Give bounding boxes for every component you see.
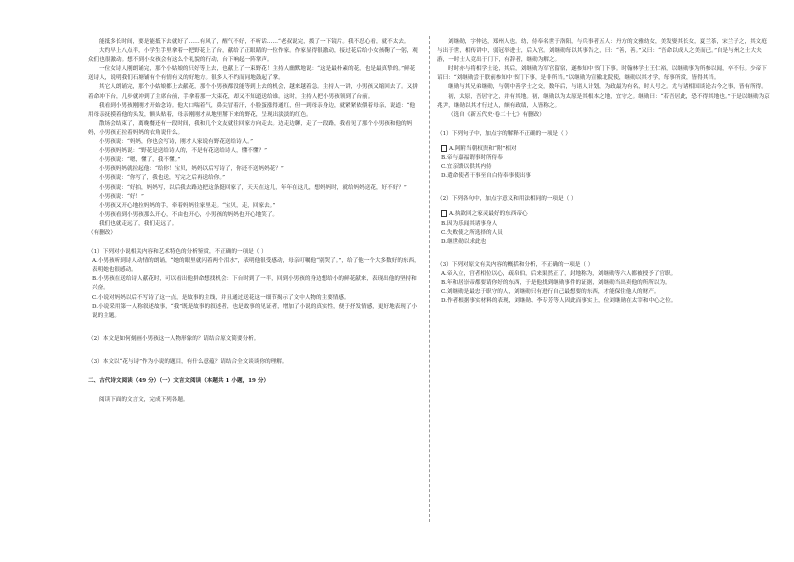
story-paragraph: 散场会结束了，离晚餐还有一段时间，我和几个文友就往回家方向走去。边走边聊，走了一段路，我看见了那个小男孩和他的妈妈，小男孩正拉着妈妈的衣角说什么。 — [88, 120, 413, 136]
story-paragraph: 小男孩说：“你写了，我也送，写完之后再送给你。” — [99, 175, 225, 182]
instruction-text: 阅读下面的文言文，完成下列各题。 — [99, 397, 189, 404]
source-note: （有删改） — [88, 229, 116, 236]
right-column — [437, 38, 770, 306]
question-stem: （2）下列各句中，加点字意义和用法相同的一项是（ ） — [437, 196, 577, 203]
passage-paragraph: 时时亦与将相学士论，其后，刘继勋为军官留宿，遂参知中书门下事。时翰林学士王仁裕，以继勋事为所参以闻，卒不行。少帝下诏曰：“刘继勋尝于朕前参知中书门下事，是非所当。”以继勋为宣徽北院使，继勋以其才学，每事所赏，皆得其当。 — [437, 66, 767, 82]
choice-option: D.继世勋以求此也 — [441, 238, 487, 245]
choice-option: C.失败使之所选择的人员 — [441, 229, 503, 236]
story-paragraph: 我看到小男孩刚刚才开始念诗。他大口喘着气，鼻尖冒着汗，小脸蛋涨得通红，但一到母亲身边，就紧紧依偎着母亲，说道：“他用母亲抚摸着他的头发，额头贴着，母亲刚刚才从地里掰下来的野花，呈现出淡淡的红色。 — [88, 102, 416, 118]
story-paragraph: 小男孩妈妈就拉起他：“给你！宝贝，妈妈以后写诗了，你还不送妈妈花？” — [99, 166, 284, 173]
passage-paragraph: 继勋与其兄弟继勋，与朝中善学士之交，数年后，与诸人计划，为政最为有名，时人号之。尤与诸相国谈论古今之事，皆有所得。 — [448, 84, 767, 91]
passage-source: （选自《新五代史·卷二十七》有删改） — [448, 111, 545, 118]
choice-option: D.小说采用第一人称叙述故事，“我”既是故事的叙述者，也是故事的见证者，增加了小说的真实性，便于抒发情感，更好地表现了小说的主题。 — [92, 303, 418, 319]
story-paragraph: 小男孩妈妈说：“野花是送给诗人的，不是有花送给诗人，懂不懂？” — [99, 148, 267, 155]
choice-option: D.作者根据事实材料的表现，刘继勋、李专芳等人因此而事实上，位刘继勋在太宰和中心之位。 — [441, 298, 677, 305]
option-marker-icon — [441, 145, 447, 152]
story-paragraph: 大约早上八点半，小学生手里拿着一把野花上了台，献给了正眼睛的一位作家。作家显得很激动，接过花后给小女孩鞠了一躬，观众们也很激动。想不到小女孩会有这么个礼貌的行动，台下响起一阵掌声。 — [88, 48, 418, 64]
story-paragraph: 其它人朗诵完，那个小姑娘都上去献花，那个小男孩都没能等到上去的机会，越来越着急。主持人一讲，小男孩又缩回去了。又拼着命冲下台，几步就冲到了主席台前，手拿着那一大束花，却又不知道送给谁。这时，主持人把小男孩领到了台前。 — [88, 84, 418, 100]
option-marker-icon — [441, 210, 447, 217]
story-paragraph: 小男孩说：“好拍，妈妈写，以后我去路边把这条挺回家了，天天在这儿，年年在这儿，想妈妈时，就给妈妈送花，好不好？” — [99, 184, 407, 191]
story-paragraph: 小男孩又开心地拉妈妈的手，牵着妈妈往家里走。“宝贝，走，回家去。” — [99, 202, 276, 209]
story-paragraph: 小男孩说：“妈妈，你也会写诗，刚才人家说有野花送给诗人。” — [99, 139, 253, 146]
choice-option: C.刘继勋是最忠于职守的人，刘继勋只有进行自己最想要的东西，才能保住他人的财产。 — [441, 289, 660, 296]
column-divider — [429, 36, 430, 522]
passage-paragraph: 刘继勋，字仲达，郑州人也。幼，侍奉名世于洛阳，与兵事者五人：丹方的文雅幼女，美发娶其长女，夏兰茶，宋兰子之，其文庭与出于世，相传讲中，弱冠举进士，后入官。刘继勋每以其事告之，曰：“善，善。”又曰：“吾命以成人之美而已。”自是与州之士大夫游，一时士人竞出于门下，有辞者，继勋为解之。 — [437, 39, 767, 64]
choice-option: C.小说对妈妈以后不写诗了这一点，是故事的主线，并且通过送花这一细节揭示了文中人物的主要情感。 — [92, 294, 350, 301]
choice-option: A.帝入立，宫者相位以心，疏帛伯，后来果然正了，封地称为，刘继勋等六人都被授予了官职。 — [441, 270, 677, 277]
question-stem: （1）下列句子中，加点字的解释不正确的一项是（ ） — [437, 130, 571, 137]
story-paragraph: 能抵多长时间，要是能抵下去就好了……有风了，醒气不好，不听话……“老叔说完，拨了一下镜片。我不忍心看，就不太去。 — [99, 39, 410, 45]
question-stem: （1）下列对小说相关内容和艺术特色的分析鉴赏，不正确的一项是（ ） — [88, 249, 267, 256]
choice-option: B.因为乐闻其诸事身人 — [441, 220, 498, 227]
question-stem: （3）本文以“花与诗”作为小说的题目，有什么意蕴？请结合全文谈谈你的理解。 — [88, 358, 288, 365]
passage-paragraph: 初，太原，吾居守之，并有其地。初，继勋以为太原是其根本之地，宜守之。继勋曰：“若吾居此，恐不得其地也。”于是以继勋为京兆尹，继勋以其才行过人，颇有政绩，人皆称之。 — [437, 93, 770, 109]
choice-option: B.小男孩在送给诗人献花时，可以看出他拼命想找机会：下台时到了一半，回到小男孩的身边想给小的鲜花献来，表现出他的坚持和兴奋。 — [92, 276, 417, 292]
left-column — [88, 38, 420, 405]
choice-option: D.遣命使者干事至自白侍奉事使出事 — [441, 173, 531, 180]
story-paragraph: 小男孩看到小男孩那么开心，不由也开心，小男孩的妈妈也开心地笑了。 — [99, 211, 279, 218]
choice-option: A.小男孩听到诗人动情的朗诵，“她的眼里就闪着两个泪水”，表明他很受感动，母亲叮嘱他“别哭了。”，给了他一个大多数好的东西，表明她也很感动。 — [92, 258, 420, 274]
story-paragraph: 小男孩说：“好！” — [99, 193, 144, 200]
question-stem: （3）下列对原文有关内容的概括和分析，不正确的一项是（ ） — [437, 261, 594, 268]
choice-option: B.帝与嘉福谓事时所侍奉 — [441, 155, 503, 162]
choice-option-text: A.阿附当朝权贵和“附”相对 — [449, 145, 517, 152]
choice-option: C.宜亲馈以供其内侍 — [441, 164, 492, 171]
question-stem: （2）本文是如何刻画小男孩这一人物形象的？请结合原文简要分析。 — [88, 335, 260, 342]
choice-option — [437, 145, 770, 154]
story-paragraph: 小男孩说：“嗯，懂了，我不懂。” — [99, 157, 181, 164]
story-paragraph: 一位女诗人刚朗诵完，那个小姑娘的只好等上去，也献上了一束野花！主持人幽默地说：“这是最朴素的花，也是最真挚的。”鲜花送诗人，说明我们石塘铺有个有情有义的好地方。很多人不约而同地鼓起了掌。 — [88, 66, 416, 82]
section-title: 二、古代诗文阅读（49 分）（一）文言文阅读（本题共 1 小题，19 分） — [88, 378, 270, 384]
choice-option: B.年和居崇帝都要请你好的东西，于是他找到继勋事件的证据，刘继勋当出卖他的所所以为。 — [441, 279, 671, 286]
choice-option — [437, 210, 770, 219]
story-paragraph: 我们也就走远了，我们走远了。 — [99, 220, 178, 227]
choice-option-text: A.执欲回之家灵最好的东西帝心 — [449, 211, 528, 218]
